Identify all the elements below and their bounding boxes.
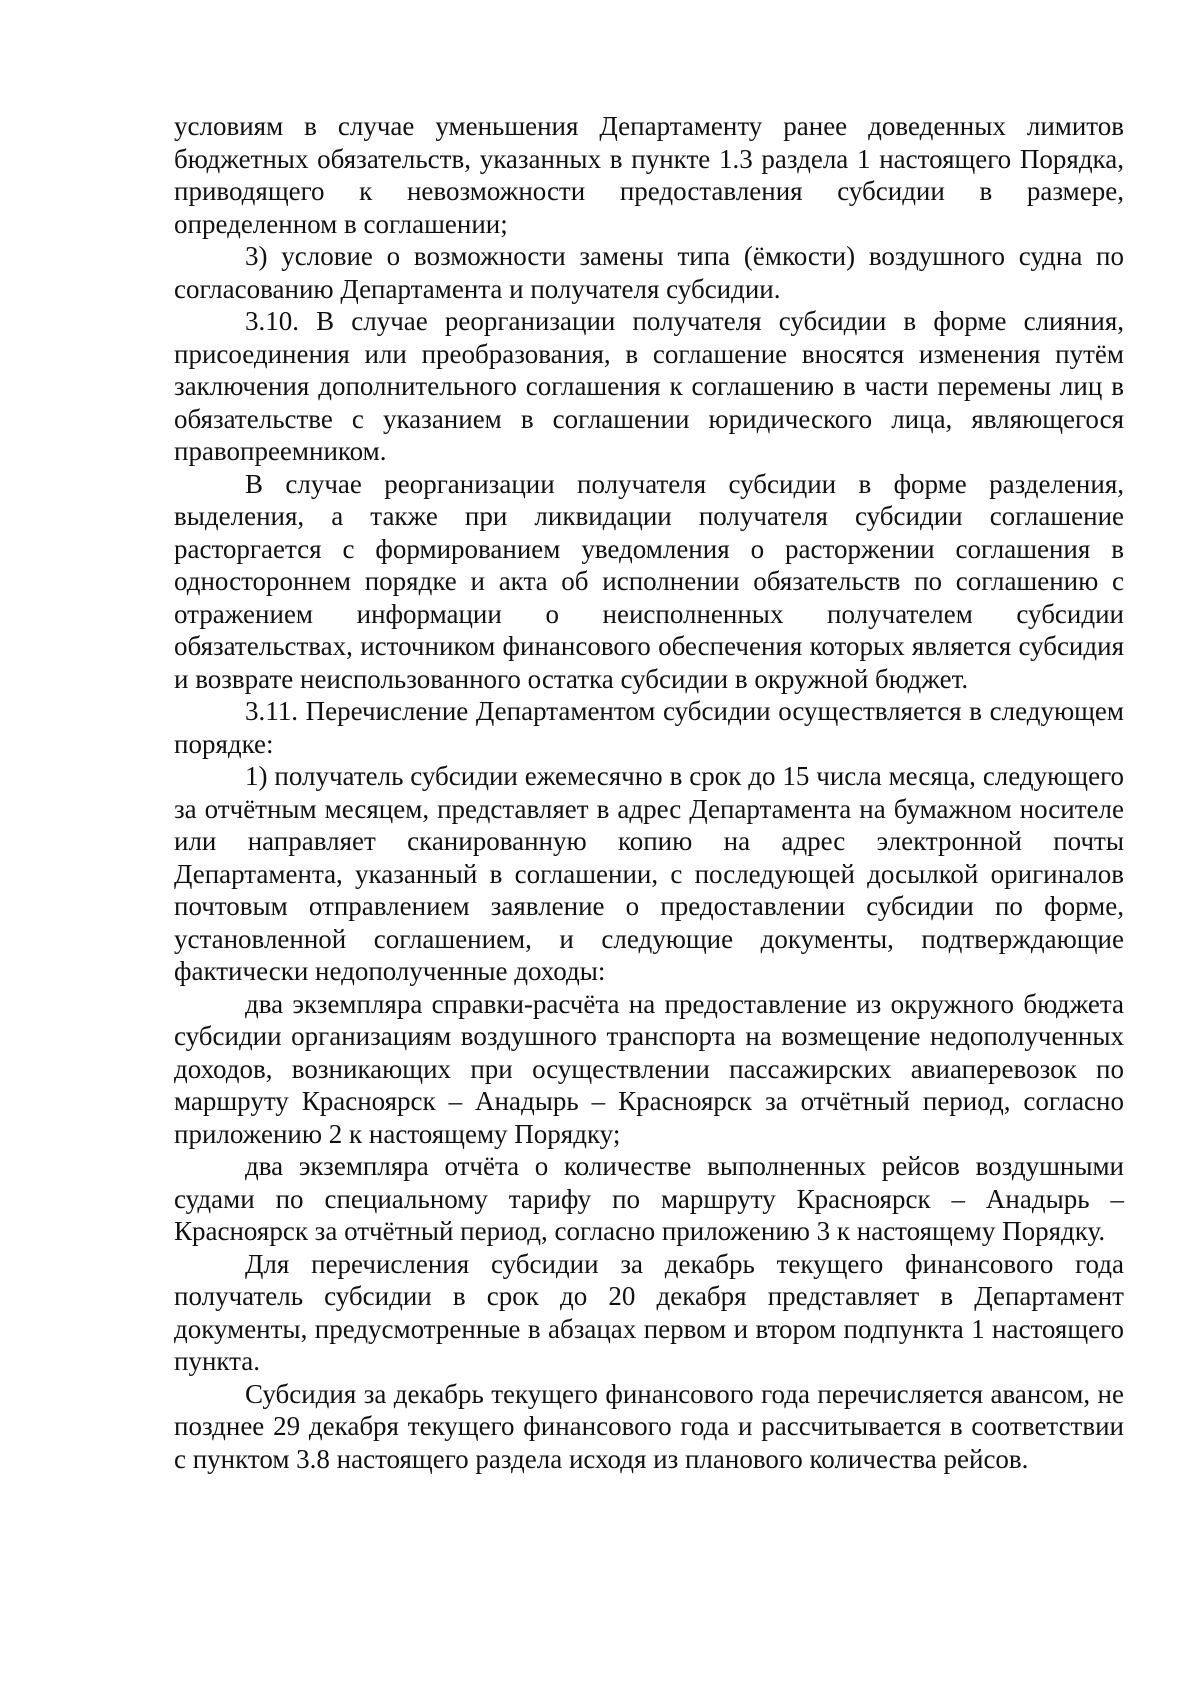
document-page (174, 110, 1124, 1475)
paragraph-liquidation: В случае реорганизации получателя субсидии в форме разделения, выделения, а также при ликвидации получателя субсидии соглашение расторгается с формированием уведомления о расторжении соглашения в одностороннем порядке и акта об исполнении обязательств по соглашению с отражением информации о неисполненных получателем субсидии обязательствах, источником финансового обеспечения которых является субсидия и возврате неиспользованного остатка субсидии в окружной бюджет. (174, 468, 1124, 694)
paragraph-december-transfer: Для перечисления субсидии за декабрь текущего финансового года получатель субсидии в срок до 20 декабря представляет в Департамент документы, предусмотренные в абзацах первом и втором подпункта 1 настоящего пункта. (174, 1248, 1124, 1376)
paragraph-flights-report: два экземпляра отчёта о количестве выполненных рейсов воздушными судами по специальному тарифу по маршруту Красноярск – Анадырь – Красноярск за отчётный период, согласно приложению 3 к настоящему Порядку. (174, 1151, 1124, 1246)
paragraph-3-10-reorganization: 3.10. В случае реорганизации получателя субсидии в форме слияния, присоединения или преобразования, в соглашение вносятся изменения путём заключения дополнительного соглашения к соглашению в части перемены лиц в обязательстве с указанием в соглашении юридического лица, являющегося правопреемником. (174, 306, 1124, 466)
paragraph-december-advance: Субсидия за декабрь текущего финансового года перечисляется авансом, не позднее 29 декабря текущего финансового года и рассчитывается в соответствии с пунктом 3.8 настоящего раздела исходя из планового количества рейсов. (174, 1378, 1124, 1474)
paragraph-calculation-certificate: два экземпляра справки-расчёта на предоставление из окружного бюджета субсидии организациям воздушного транспорта на возмещение недополученных доходов, возникающих при осуществлении пассажирских авиаперевозок по маршруту Красноярск – Анадырь – Красноярск за отчётный период, согласно приложению 2 к настоящему Порядку; (174, 988, 1124, 1149)
paragraph-3-11-transfer: 3.11. Перечисление Департаментом субсидии осуществляется в следующем порядке: (174, 696, 1124, 759)
paragraph-aircraft-replacement: 3) условие о возможности замены типа (ёмкости) воздушного судна по согласованию Департамента и получателя субсидии. (174, 241, 1124, 304)
paragraph-monthly-submission: 1) получатель субсидии ежемесячно в срок до 15 числа месяца, следующего за отчётным месяцем, представляет в адрес Департамента на бумажном носителе или направляет сканированную копию на адрес электронной почты Департамента, указанный в соглашении, с последующей досылкой оригиналов почтовым отправлением заявление о предоставлении субсидии по форме, установленной соглашением, и следующие документы, подтверждающие фактически недополученные доходы: (174, 761, 1124, 986)
paragraph-limits-reduction: условиям в случае уменьшения Департаменту ранее доведенных лимитов бюджетных обязательств, указанных в пункте 1.3 раздела 1 настоящего Порядка, приводящего к невозможности предоставления субсидии в размере, определенном в соглашении; (174, 111, 1124, 239)
